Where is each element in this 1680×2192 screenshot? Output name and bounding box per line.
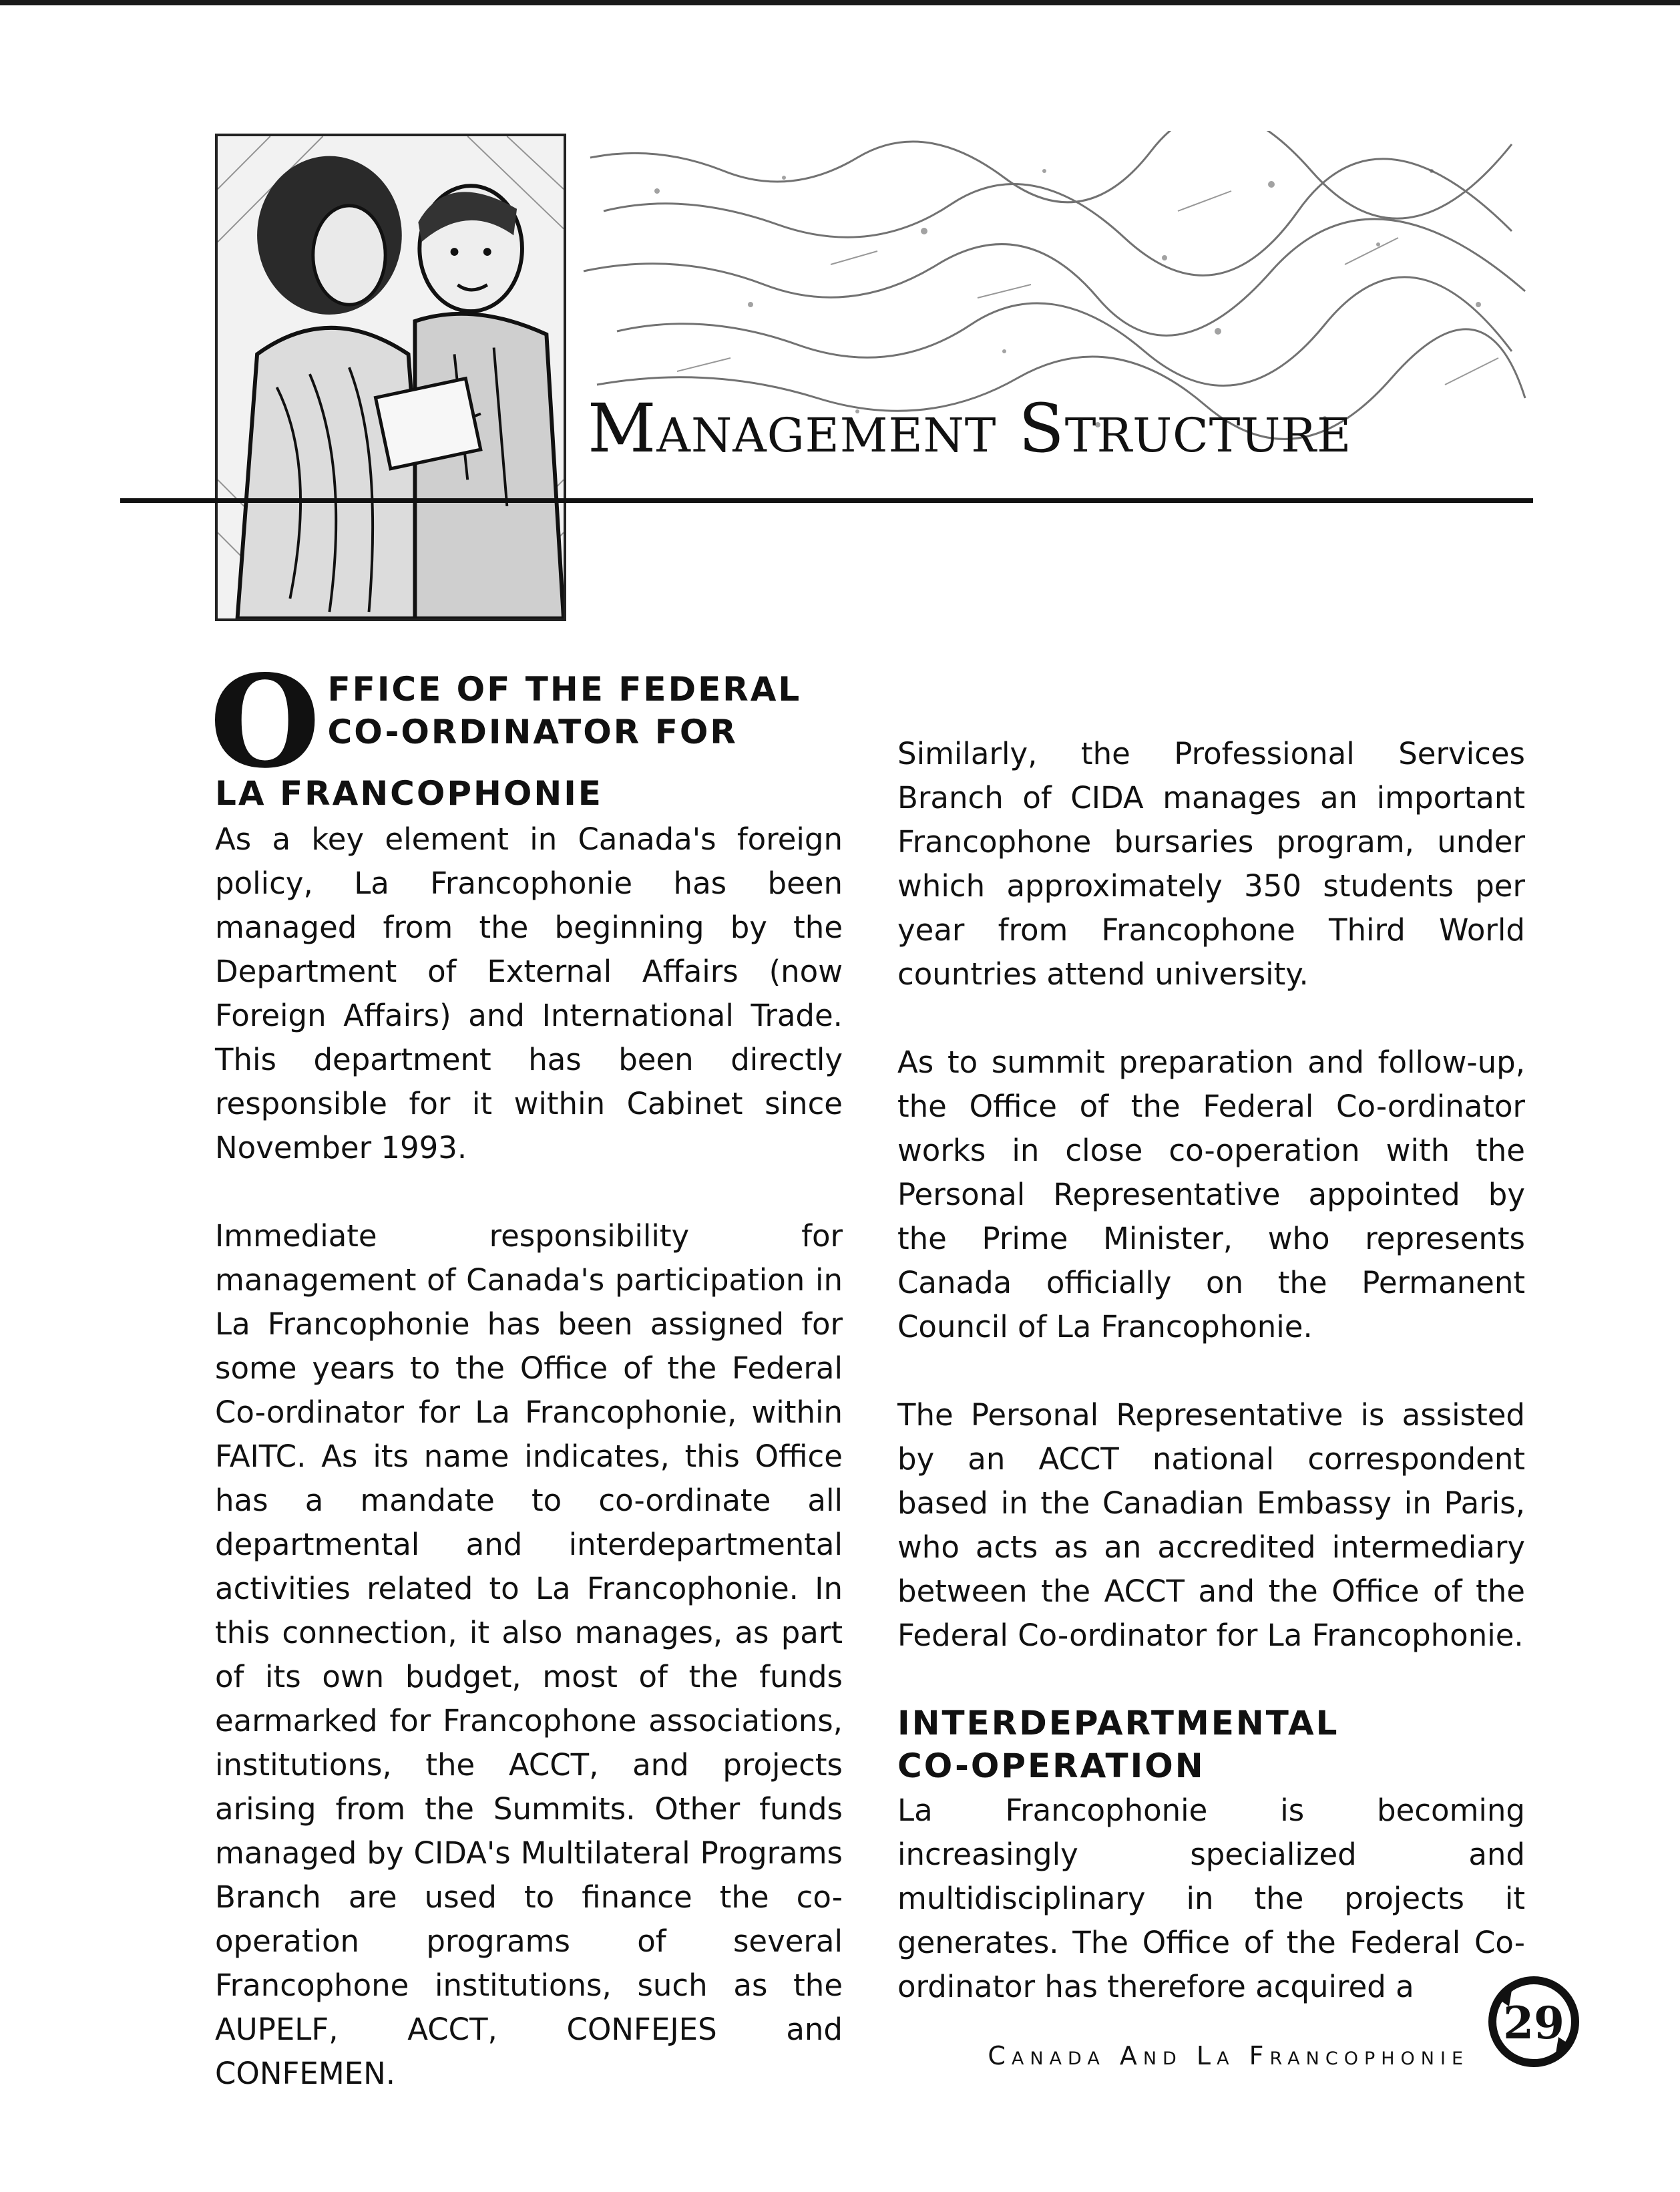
- left-paragraph-1: As a key element in Canada's foreign policy, La Francophonie has been managed from the beginning by the Department of External Affairs (now Foreign Affairs) and International Trade. This department has been directly responsible for it within Cabinet since November 1993.: [215, 821, 843, 1165]
- heading-line-1: FFICE OF THE FEDERAL: [327, 670, 802, 709]
- footer-publication-title: Canada And La Francophonie: [988, 2041, 1469, 2070]
- left-column: [210, 647, 843, 2140]
- interdepartmental-heading: [897, 1702, 1525, 1787]
- inter-heading-line-2: CO-OPERATION: [897, 1747, 1205, 1785]
- header-divider: [120, 498, 1533, 503]
- inter-heading-line-1: INTERDEPARTMENTAL: [897, 1704, 1339, 1743]
- office-heading: [210, 647, 843, 815]
- right-paragraph-1: Similarly, the Professional Services Branch of CIDA manages an important Francophone bursaries program, under which approximately 350 students per year from Francophone Third World countries attend university.: [897, 736, 1525, 992]
- left-paragraph-2: Immediate responsibility for management of Canada's participation in La Francophonie has been assigned for some years to the Office of the Federal Co-ordinator for La Francophonie, within FAITC. As its name indicates, this Office has a mandate to co-ordinate all departmental and interdepartmental activities related to La Francophonie. In this connection, it also manages, as part of its own budget, most of the funds earmarked for Francophone associations, institutions, the ACCT, and projects arising from the Summits. Other funds managed by CIDA's Multilateral Programs Branch are used to finance the co-operation programs of several Francophone institutions, such as the AUPELF, ACCT, CONFEJES and CONFEMEN.: [215, 1218, 843, 2091]
- heading-dropcap: O: [210, 647, 323, 796]
- right-paragraph-3: The Personal Representative is assisted by an ACCT national correspondent based in the Canadian Embassy in Paris, who acts as an accredited intermediary between the ACCT and the Office of the Federal Co-ordinator for La Francophonie.: [897, 1397, 1525, 1653]
- two-people-illustration: [215, 134, 566, 621]
- top-border-rule: [0, 0, 1680, 5]
- right-column: [897, 732, 1525, 2053]
- section-title: Management Structure: [588, 389, 1352, 468]
- right-paragraph-4: La Francophonie is becoming increasingly specialized and multidisciplinary in the projects it generates. The Office of the Federal Co-ordinator has therefore acquired a: [897, 1793, 1525, 2004]
- right-paragraph-2: As to summit preparation and follow-up, the Office of the Federal Co-ordinator works in close co-operation with the Personal Representative appointed by the Prime Minister, who represents Canada officially on the Permanent Council of La Francophonie.: [897, 1045, 1525, 1344]
- heading-line-2: CO-ORDINATOR FOR: [327, 713, 738, 751]
- heading-line-3: LA FRANCOPHONIE: [215, 774, 603, 813]
- page-number: 29: [1503, 1997, 1564, 2049]
